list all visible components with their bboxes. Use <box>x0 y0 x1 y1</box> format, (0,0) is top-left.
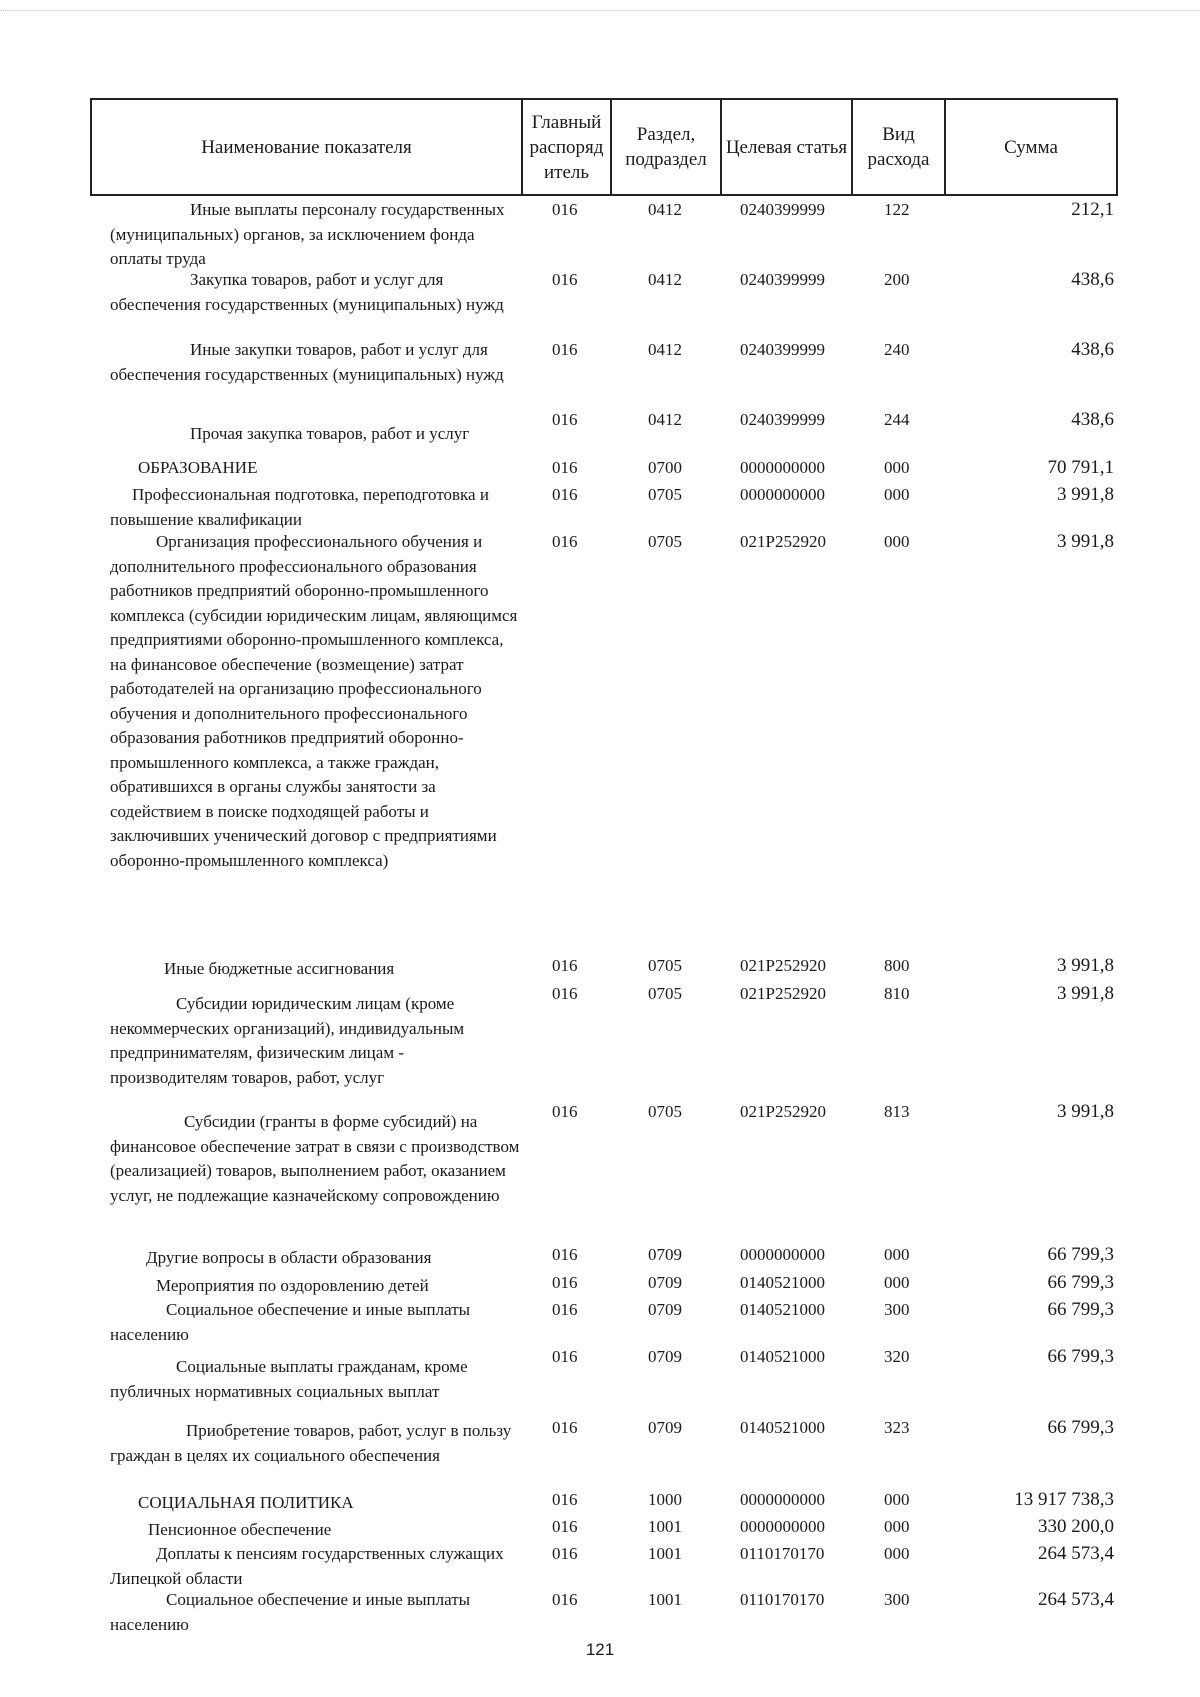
row-razdel: 0705 <box>648 956 682 975</box>
row-vr: 300 <box>884 1300 910 1319</box>
row-cs: 0140521000 <box>740 1300 825 1319</box>
row-razdel: 0412 <box>648 340 682 359</box>
row-razdel: 0709 <box>648 1300 682 1319</box>
row-name: Субсидии юридическим лицам (кроме некоммерческих организаций), индивидуальным предпринимателям, физическим лицам - производителям товаров, работ, услуг <box>110 994 465 1087</box>
row-vr: 800 <box>884 956 910 975</box>
row-grbs: 016 <box>552 1490 578 1509</box>
row-sum: 66 799,3 <box>1047 1346 1114 1367</box>
row-vr: 810 <box>884 984 910 1003</box>
row-razdel: 0705 <box>648 532 682 551</box>
header-razdel: Раздел, подраздел <box>612 98 722 196</box>
row-vr: 200 <box>884 270 910 289</box>
row-vr: 122 <box>884 200 910 219</box>
header-vr: Вид расхода <box>853 98 946 196</box>
header-grbs: Главный распоряд итель <box>523 98 612 196</box>
row-cs: 0110170170 <box>740 1544 825 1563</box>
row-grbs: 016 <box>552 1590 578 1609</box>
row-sum: 3 991,8 <box>1057 1101 1114 1122</box>
row-grbs: 016 <box>552 410 578 429</box>
row-name: Приобретение товаров, работ, услуг в пользу граждан в целях их социального обеспечения <box>110 1421 512 1465</box>
row-grbs: 016 <box>552 1347 578 1366</box>
row-grbs: 016 <box>552 485 578 504</box>
row-name: ОБРАЗОВАНИЕ <box>138 458 258 477</box>
row-sum: 212,1 <box>1071 199 1114 220</box>
row-razdel: 0705 <box>648 1102 682 1121</box>
row-vr: 000 <box>884 485 910 504</box>
row-sum: 66 799,3 <box>1047 1299 1114 1320</box>
row-sum: 264 573,4 <box>1038 1589 1114 1610</box>
row-grbs: 016 <box>552 1418 578 1437</box>
row-name: Социальное обеспечение и иные выплаты населению <box>110 1590 471 1634</box>
row-razdel: 0709 <box>648 1273 682 1292</box>
row-razdel: 0700 <box>648 458 682 477</box>
row-vr: 244 <box>884 410 910 429</box>
row-vr: 300 <box>884 1590 910 1609</box>
row-razdel: 1000 <box>648 1490 682 1509</box>
row-cs: 0240399999 <box>740 410 825 429</box>
row-vr: 000 <box>884 1544 910 1563</box>
row-razdel: 1001 <box>648 1517 682 1536</box>
row-grbs: 016 <box>552 200 578 219</box>
row-grbs: 016 <box>552 458 578 477</box>
row-grbs: 016 <box>552 270 578 289</box>
header-name: Наименование показателя <box>90 98 523 196</box>
row-razdel: 0412 <box>648 200 682 219</box>
row-name: Другие вопросы в области образования <box>146 1248 432 1267</box>
row-name: Иные закупки товаров, работ и услуг для обеспечения государственных (муниципальных) нужд <box>110 340 504 384</box>
row-razdel: 0709 <box>648 1418 682 1437</box>
row-cs: 0000000000 <box>740 1245 825 1264</box>
row-razdel: 0705 <box>648 984 682 1003</box>
row-sum: 3 991,8 <box>1057 983 1114 1004</box>
row-vr: 000 <box>884 1245 910 1264</box>
row-grbs: 016 <box>552 984 578 1003</box>
row-grbs: 016 <box>552 1273 578 1292</box>
row-cs: 0140521000 <box>740 1273 825 1292</box>
row-sum: 66 799,3 <box>1047 1272 1114 1293</box>
row-sum: 66 799,3 <box>1047 1417 1114 1438</box>
row-name: Организация профессионального обучения и дополнительного профессионального образования работников предприятий оборонно-промышленного комплекса (субсидии юридическим лицам, являющимся предприятиями оборонно-промышленного комплекса, на финансовое обеспечение (возмещение) затрат работодателей на организацию профессионального обучения и дополнительного профессионального образования работников предприятий оборонно-промышленного комплекса, а также граждан, обратившихся в органы службы занятости за содействием в поиске подходящей работы и заключивших ученический договор с предприятиями оборонно-промышленного комплекса) <box>110 532 518 870</box>
row-sum: 66 799,3 <box>1047 1244 1114 1265</box>
row-razdel: 1001 <box>648 1590 682 1609</box>
row-cs: 0000000000 <box>740 1490 825 1509</box>
row-cs: 0000000000 <box>740 485 825 504</box>
row-sum: 264 573,4 <box>1038 1543 1114 1564</box>
header-cs: Целевая статья <box>722 98 853 196</box>
row-sum: 3 991,8 <box>1057 484 1114 505</box>
row-name: Социальные выплаты гражданам, кроме публичных нормативных социальных выплат <box>110 1357 468 1401</box>
row-name: Прочая закупка товаров, работ и услуг <box>190 424 470 443</box>
row-sum: 3 991,8 <box>1057 955 1114 976</box>
row-vr: 240 <box>884 340 910 359</box>
row-razdel: 1001 <box>648 1544 682 1563</box>
row-vr: 000 <box>884 458 910 477</box>
row-name: Закупка товаров, работ и услуг для обеспечения государственных (муниципальных) нужд <box>110 270 504 314</box>
page-number: 121 <box>585 1640 615 1659</box>
row-cs: 0140521000 <box>740 1418 825 1437</box>
row-name: Доплаты к пенсиям государственных служащих Липецкой области <box>110 1544 504 1588</box>
row-sum: 438,6 <box>1071 269 1114 290</box>
row-grbs: 016 <box>552 1544 578 1563</box>
row-grbs: 016 <box>552 956 578 975</box>
row-cs: 021P252920 <box>740 532 826 551</box>
row-vr: 000 <box>884 532 910 551</box>
row-grbs: 016 <box>552 1245 578 1264</box>
row-cs: 0000000000 <box>740 458 825 477</box>
row-cs: 0240399999 <box>740 270 825 289</box>
row-sum: 438,6 <box>1071 339 1114 360</box>
row-vr: 320 <box>884 1347 910 1366</box>
row-vr: 813 <box>884 1102 910 1121</box>
row-grbs: 016 <box>552 532 578 551</box>
row-grbs: 016 <box>552 340 578 359</box>
row-grbs: 016 <box>552 1102 578 1121</box>
row-vr: 000 <box>884 1273 910 1292</box>
row-cs: 021P252920 <box>740 956 826 975</box>
row-grbs: 016 <box>552 1300 578 1319</box>
row-name: Иные бюджетные ассигнования <box>164 959 395 978</box>
row-name: СОЦИАЛЬНАЯ ПОЛИТИКА <box>138 1493 354 1512</box>
row-name: Профессиональная подготовка, переподготовка и повышение квалификации <box>110 485 489 529</box>
row-cs: 0240399999 <box>740 200 825 219</box>
header-sum: Сумма <box>946 98 1118 196</box>
row-name: Мероприятия по оздоровлению детей <box>156 1276 429 1295</box>
row-vr: 000 <box>884 1517 910 1536</box>
row-razdel: 0412 <box>648 410 682 429</box>
row-razdel: 0709 <box>648 1245 682 1264</box>
row-sum: 13 917 738,3 <box>1014 1489 1114 1510</box>
row-razdel: 0705 <box>648 485 682 504</box>
row-cs: 021P252920 <box>740 984 826 1003</box>
row-sum: 3 991,8 <box>1057 531 1114 552</box>
row-cs: 021P252920 <box>740 1102 826 1121</box>
row-vr: 323 <box>884 1418 910 1437</box>
row-razdel: 0709 <box>648 1347 682 1366</box>
row-name: Пенсионное обеспечение <box>148 1520 332 1539</box>
row-sum: 70 791,1 <box>1047 457 1114 478</box>
row-vr: 000 <box>884 1490 910 1509</box>
row-cs: 0110170170 <box>740 1590 825 1609</box>
row-name: Иные выплаты персоналу государственных (муниципальных) органов, за исключением фонда оплаты труда <box>110 200 505 268</box>
row-name: Субсидии (гранты в форме субсидий) на финансовое обеспечение затрат в связи с производством (реализацией) товаров, выполнением работ, оказанием услуг, не подлежащие казначейскому сопровождению <box>110 1112 520 1205</box>
row-razdel: 0412 <box>648 270 682 289</box>
row-cs: 0140521000 <box>740 1347 825 1366</box>
row-name: Социальное обеспечение и иные выплаты населению <box>110 1300 471 1344</box>
row-cs: 0240399999 <box>740 340 825 359</box>
row-grbs: 016 <box>552 1517 578 1536</box>
row-sum: 438,6 <box>1071 409 1114 430</box>
row-sum: 330 200,0 <box>1038 1516 1114 1537</box>
row-cs: 0000000000 <box>740 1517 825 1536</box>
